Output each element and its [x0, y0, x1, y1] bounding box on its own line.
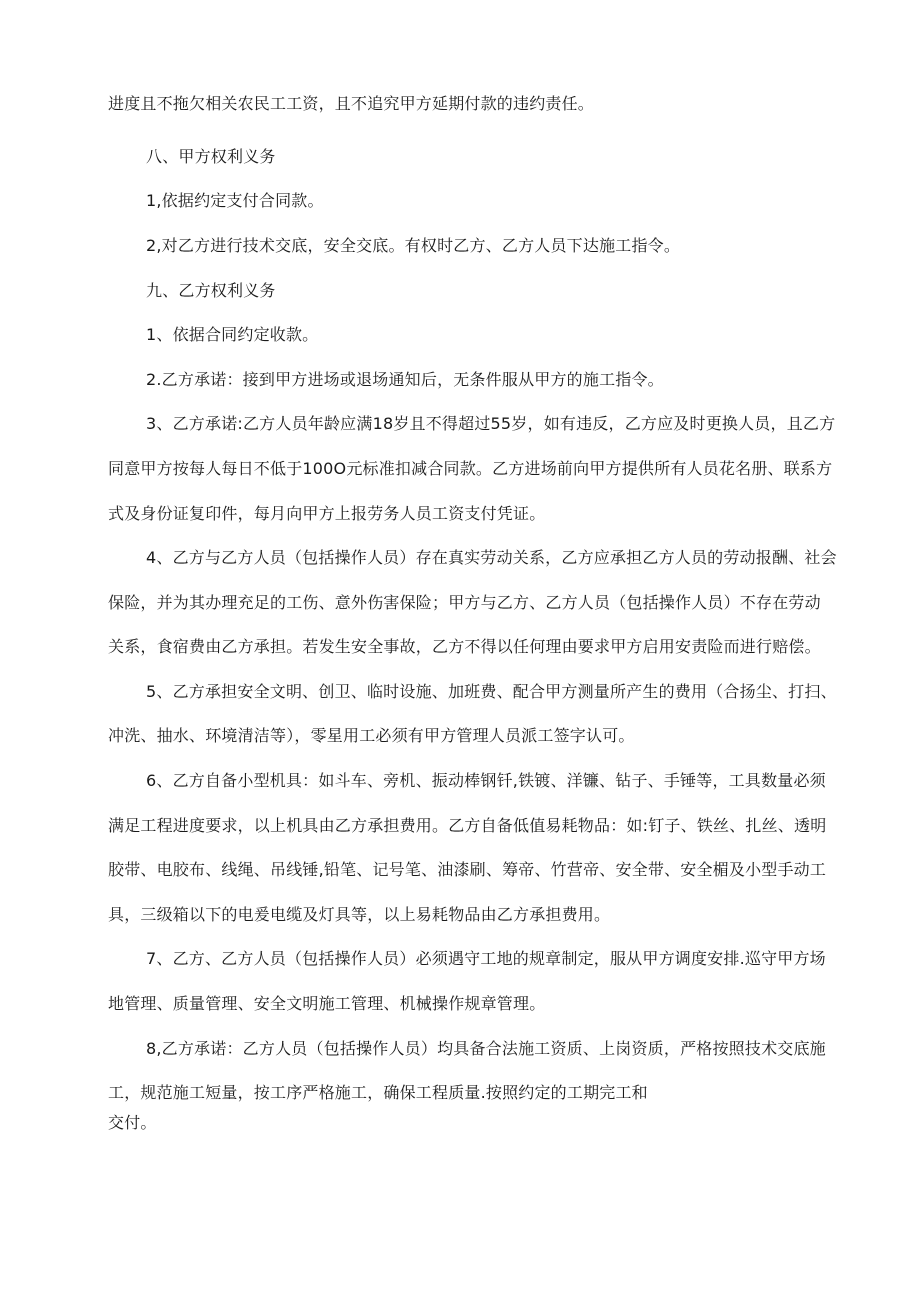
text-line: 交付。: [108, 1113, 157, 1132]
text-line: 6、乙方自备小型机具：如斗车、旁机、振动棒钢钎,铁镀、洋镰、钻子、手锤等，工具数量必须: [146, 771, 826, 790]
text-line: 地管理、质量管理、安全文明施工管理、机械操作规章管理。: [108, 994, 546, 1013]
text-line: 8,乙方承诺：乙方人员（包括操作人员）均具备合法施工资质、上岗资质，严格按照技术交底施: [146, 1039, 826, 1058]
text-line: 4、乙方与乙方人员（包括操作人员）存在真实劳动关系，乙方应承担乙方人员的劳动报酬、社会: [146, 548, 837, 567]
section-heading-8: 八、甲方权利义务: [146, 147, 276, 166]
text-line: 2.乙方承诺：接到甲方进场或退场通知后，无条件服从甲方的施工指令。: [146, 370, 664, 389]
text-line: 满足工程进度要求，以上机具由乙方承担费用。乙方自备低值易耗物品：如:钉子、铁丝、扎丝、透明: [108, 816, 827, 835]
text-line: 具，三级箱以下的电爰电缆及灯具等，以上易耗物品由乙方承担费用。: [108, 905, 611, 924]
section-heading-9: 九、乙方权利义务: [146, 281, 276, 300]
text-line: 1、依据合同约定收款。: [146, 325, 319, 344]
text-line: 式及身份证复印件，每月向甲方上报劳务人员工资支付凭证。: [108, 504, 546, 523]
text-line: 7、乙方、乙方人员（包括操作人员）必须遇守工地的规章制定，服从甲方调度安排.巡守甲方场: [146, 949, 826, 968]
text-line: 工，规范施工短量，按工序严格施工，确保工程质量.按照约定的工期完工和: [108, 1083, 648, 1102]
text-line: 关系，食宿费由乙方承担。若发生安全事故，乙方不得以任何理由要求甲方启用安责险而进行赔偿。: [108, 637, 821, 656]
text-line: 胶带、电胶布、线绳、吊线锤,铅笔、记号笔、油漆刷、筹帝、竹营帝、安全带、安全楣及小型手动工: [108, 860, 827, 879]
text-line: 同意甲方按每人每日不低于100O元标准扣减合同款。乙方进场前向甲方提供所有人员花名册、联系方: [108, 459, 833, 478]
text-line: 2,对乙方进行技术交底，安全交底。有权时乙方、乙方人员下达施工指令。: [146, 236, 681, 255]
text-line: 进度且不拖欠相关农民工工资，且不追究甲方延期付款的违约责任。: [108, 94, 595, 113]
text-line: 3、乙方承诺:乙方人员年龄应满18岁且不得超过55岁，如有违反，乙方应及时更换人员，且乙方: [146, 414, 836, 433]
text-line: 保险，并为其办理充足的工伤、意外伤害保险；甲方与乙方、乙方人员（包括操作人员）不存在劳动: [108, 593, 821, 612]
text-line: 5、乙方承担安全文明、创卫、临时设施、加班费、配合甲方测量所产生的费用（合扬尘、打扫、: [146, 682, 837, 701]
text-line: 冲洗、抽水、环境清洁等），零星用工必须有甲方管理人员派工签字认可。: [108, 726, 635, 745]
text-line: 1,依据约定支付合同款。: [146, 191, 324, 210]
